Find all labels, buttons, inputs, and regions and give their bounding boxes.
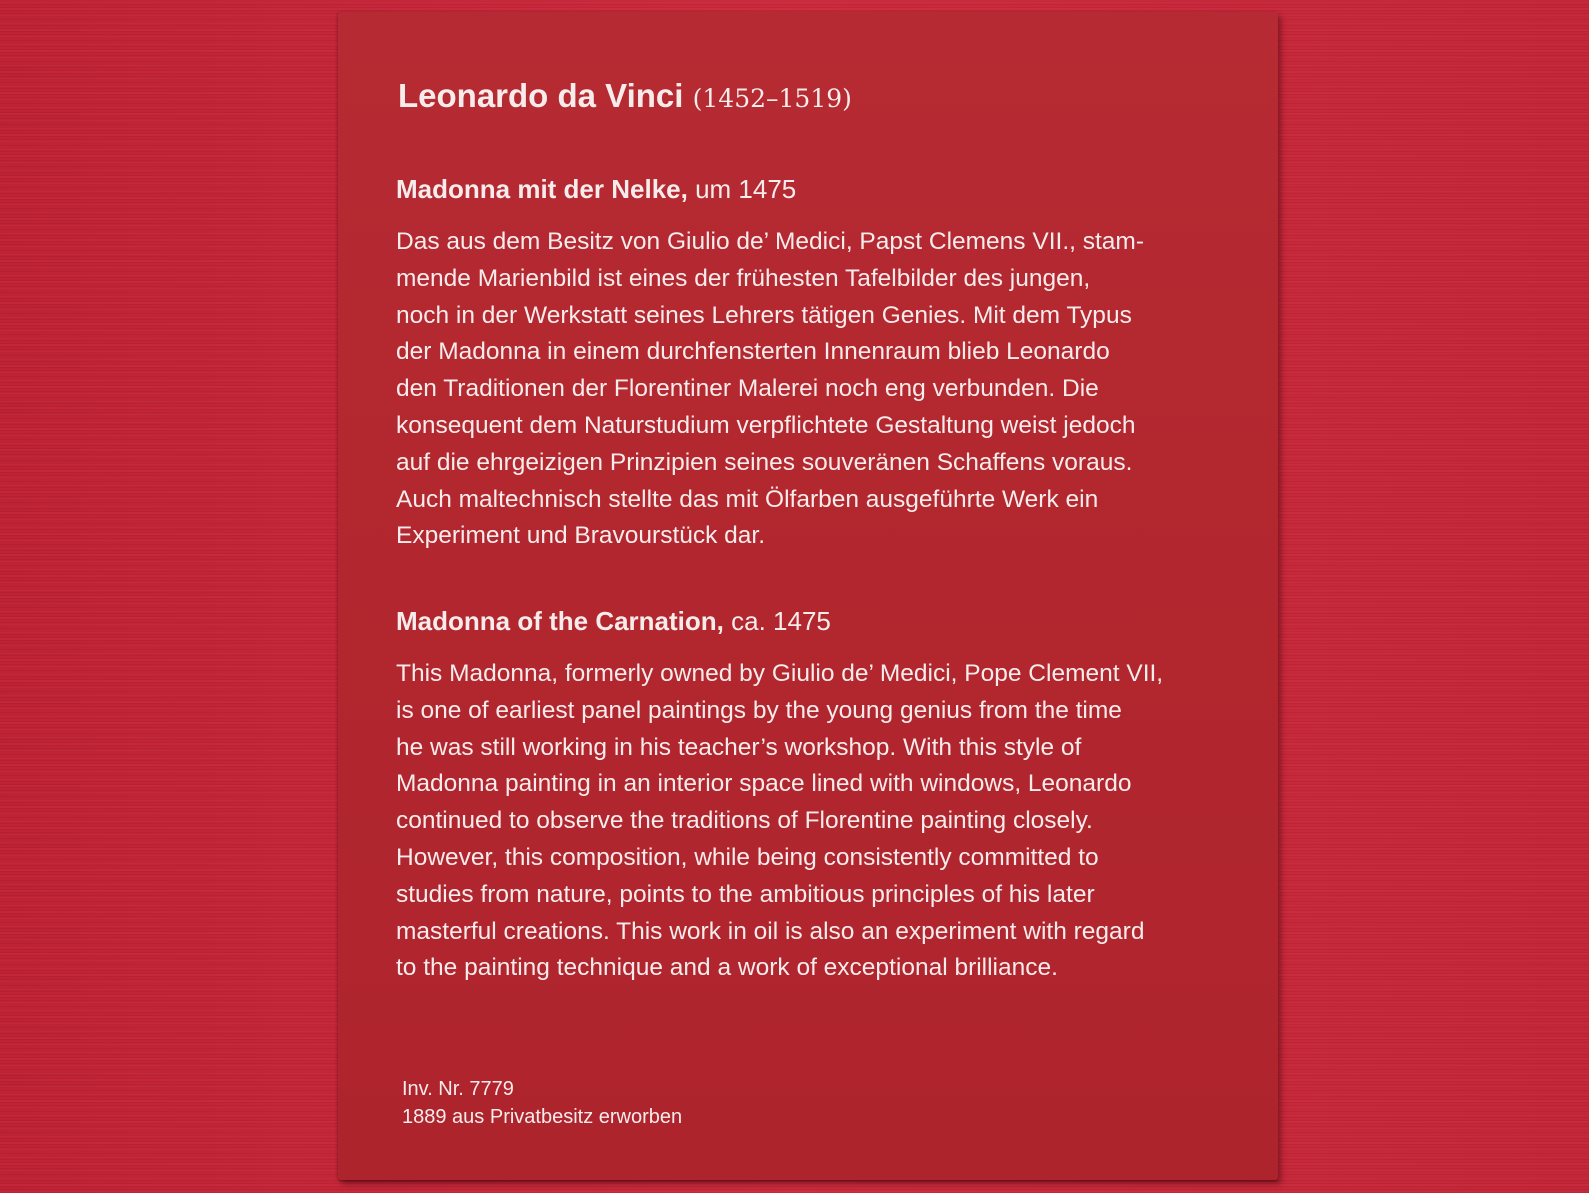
german-artwork-title: Madonna mit der Nelke, <box>396 174 688 204</box>
museum-label-panel <box>338 12 1278 1180</box>
english-description-line: is one of earliest panel paintings by the young genius from the time <box>396 696 1122 724</box>
german-description-line: mende Marienbild ist eines der frühesten Tafelbilder des jungen, <box>396 264 1091 292</box>
german-description-line: konsequent dem Naturstudium verpflichtete Gestaltung weist jedoch <box>396 411 1136 439</box>
artist-heading <box>398 76 1218 119</box>
english-section <box>396 604 1256 987</box>
german-description-line: Experiment und Bravourstück dar. <box>396 522 766 550</box>
english-artwork-title: Madonna of the Carnation, <box>396 606 724 636</box>
provenance-footer <box>402 1075 682 1131</box>
acquisition-note: 1889 aus Privatbesitz erworben <box>402 1106 683 1128</box>
german-title-line <box>396 172 1256 206</box>
german-artwork-date: um 1475 <box>695 174 797 204</box>
english-description-line: to the painting technique and a work of exceptional brilliance. <box>396 954 1058 982</box>
english-description-line: This Madonna, formerly owned by Giulio de’ Medici, Pope Clement VII, <box>396 660 1164 687</box>
english-description-line: continued to observe the traditions of Florentine painting closely. <box>396 807 1093 835</box>
english-title-line <box>396 604 1256 638</box>
english-description-line: However, this composition, while being consistently committed to <box>396 843 1099 871</box>
artist-dates: (1452–1519) <box>692 84 852 113</box>
german-description-line: noch in der Werkstatt seines Lehrers tätigen Genies. Mit dem Typus <box>396 301 1132 329</box>
english-description-line: masterful creations. This work in oil is also an experiment with regard <box>396 917 1145 945</box>
english-description-line: studies from nature, points to the ambitious principles of his later <box>396 880 1095 908</box>
english-artwork-date: ca. 1475 <box>731 606 831 636</box>
english-description <box>396 656 1256 987</box>
german-description-line: den Traditionen der Florentiner Malerei noch eng verbunden. Die <box>396 375 1099 403</box>
german-description <box>396 224 1256 555</box>
inventory-number: Inv. Nr. 7779 <box>402 1078 514 1100</box>
german-description-line: der Madonna in einem durchfensterten Innenraum blieb Leonardo <box>396 338 1110 366</box>
german-section <box>396 172 1256 555</box>
artist-name: Leonardo da Vinci <box>398 77 684 114</box>
german-description-line: Auch maltechnisch stellte das mit Ölfarben ausgeführte Werk ein <box>396 485 1099 513</box>
english-description-line: Madonna painting in an interior space lined with windows, Leonardo <box>396 770 1132 798</box>
english-description-line: he was still working in his teacher’s workshop. With this style of <box>396 733 1082 761</box>
german-description-line: auf die ehrgeizigen Prinzipien seines souveränen Schaffens voraus. <box>396 448 1133 476</box>
german-description-line: Das aus dem Besitz von Giulio de’ Medici, Papst Clemens VII., stam- <box>396 228 1144 255</box>
